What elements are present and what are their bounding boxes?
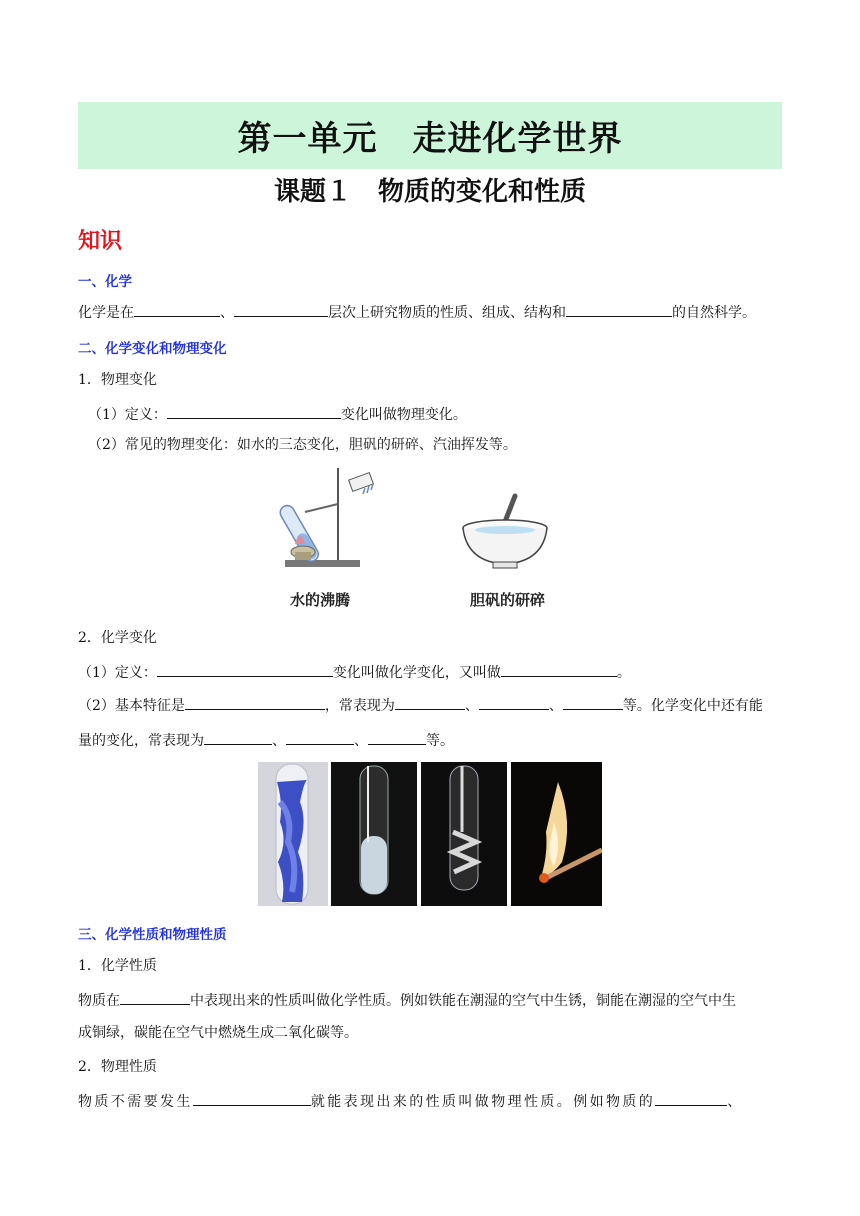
chemical-change-photos xyxy=(258,762,602,906)
fill-blank[interactable] xyxy=(234,302,328,317)
text: （1）定义： xyxy=(88,407,167,423)
fill-blank[interactable] xyxy=(185,695,325,710)
unit-title-banner xyxy=(78,102,782,169)
physical-change-title: 1．物理变化 xyxy=(78,372,157,388)
fill-blank[interactable] xyxy=(204,730,272,745)
chemical-change-energy xyxy=(78,730,782,750)
text: 、 xyxy=(464,698,479,714)
text: 物质不需要发生 xyxy=(78,1094,193,1110)
fill-blank[interactable] xyxy=(566,302,672,317)
chemical-change-features xyxy=(78,695,782,715)
physical-property-definition xyxy=(78,1091,782,1111)
fill-blank[interactable] xyxy=(134,302,220,317)
text: 中表现出来的性质叫做化学性质。例如铁能在潮湿的空气中生锈，铜能在潮湿的空气中生 xyxy=(190,993,736,1009)
text: 层次上研究物质的性质、组成、结构和 xyxy=(328,305,566,321)
text: （2）基本特征是 xyxy=(78,698,185,714)
text: 、 xyxy=(727,1094,742,1110)
text: （1）定义： xyxy=(78,665,157,681)
fill-blank[interactable] xyxy=(286,730,354,745)
text: 化学是在 xyxy=(78,305,134,321)
section-heading-changes: 二、化学变化和物理变化 xyxy=(78,341,227,357)
text: 、 xyxy=(354,733,368,749)
fill-blank[interactable] xyxy=(193,1091,311,1106)
physical-change-examples: （2）常见的物理变化：如水的三态变化，胆矾的研碎、汽油挥发等。 xyxy=(88,437,517,453)
water-boiling-illustration xyxy=(265,466,390,571)
fill-blank[interactable] xyxy=(655,1091,727,1106)
chemical-property-definition xyxy=(78,990,782,1010)
section-heading-chemistry: 一、化学 xyxy=(78,274,132,290)
text: 、 xyxy=(548,698,563,714)
section-heading-properties: 三、化学性质和物理性质 xyxy=(78,927,227,943)
text: 量的变化，常表现为 xyxy=(78,733,204,749)
text: ，常表现为 xyxy=(324,698,395,714)
physical-change-definition xyxy=(88,404,792,424)
fill-blank[interactable] xyxy=(167,404,341,419)
text: 、 xyxy=(220,305,234,321)
fill-blank[interactable] xyxy=(501,662,617,677)
text: 、 xyxy=(272,733,286,749)
text: 就能表现出来的性质叫做物理性质。例如物质的 xyxy=(310,1094,656,1110)
fill-blank[interactable] xyxy=(563,695,623,710)
text: 变化叫做化学变化，又叫做 xyxy=(332,665,501,681)
fill-blank[interactable] xyxy=(120,990,190,1005)
text: 变化叫做物理变化。 xyxy=(340,407,467,423)
text: 。 xyxy=(616,665,631,681)
fill-blank[interactable] xyxy=(479,695,549,710)
knowledge-heading: 知识 xyxy=(78,229,123,254)
caption-water-boiling: 水的沸腾 xyxy=(290,591,351,609)
text: 等。 xyxy=(426,733,454,749)
fill-blank[interactable] xyxy=(368,730,426,745)
mortar-pestle-illustration xyxy=(455,492,555,572)
fill-blank[interactable] xyxy=(395,695,465,710)
chemical-property-title: 1．化学性质 xyxy=(78,958,157,974)
lesson-title: 课题１ 物质的变化和性质 xyxy=(273,177,586,207)
physical-property-title: 2．物理性质 xyxy=(78,1059,157,1075)
chemical-change-definition xyxy=(78,662,782,682)
chemical-change-title: 2．化学变化 xyxy=(78,630,157,646)
unit-title: 第一单元 走进化学世界 xyxy=(237,119,623,159)
text: 物质在 xyxy=(78,993,120,1009)
chemistry-definition xyxy=(78,302,782,322)
chemical-property-examples: 成铜绿，碳能在空气中燃烧生成二氧化碳等。 xyxy=(78,1025,358,1041)
text: 等。化学变化中还有能 xyxy=(622,698,763,714)
fill-blank[interactable] xyxy=(157,662,333,677)
text: 的自然科学。 xyxy=(672,305,756,321)
caption-grinding: 胆矾的研碎 xyxy=(470,591,546,609)
